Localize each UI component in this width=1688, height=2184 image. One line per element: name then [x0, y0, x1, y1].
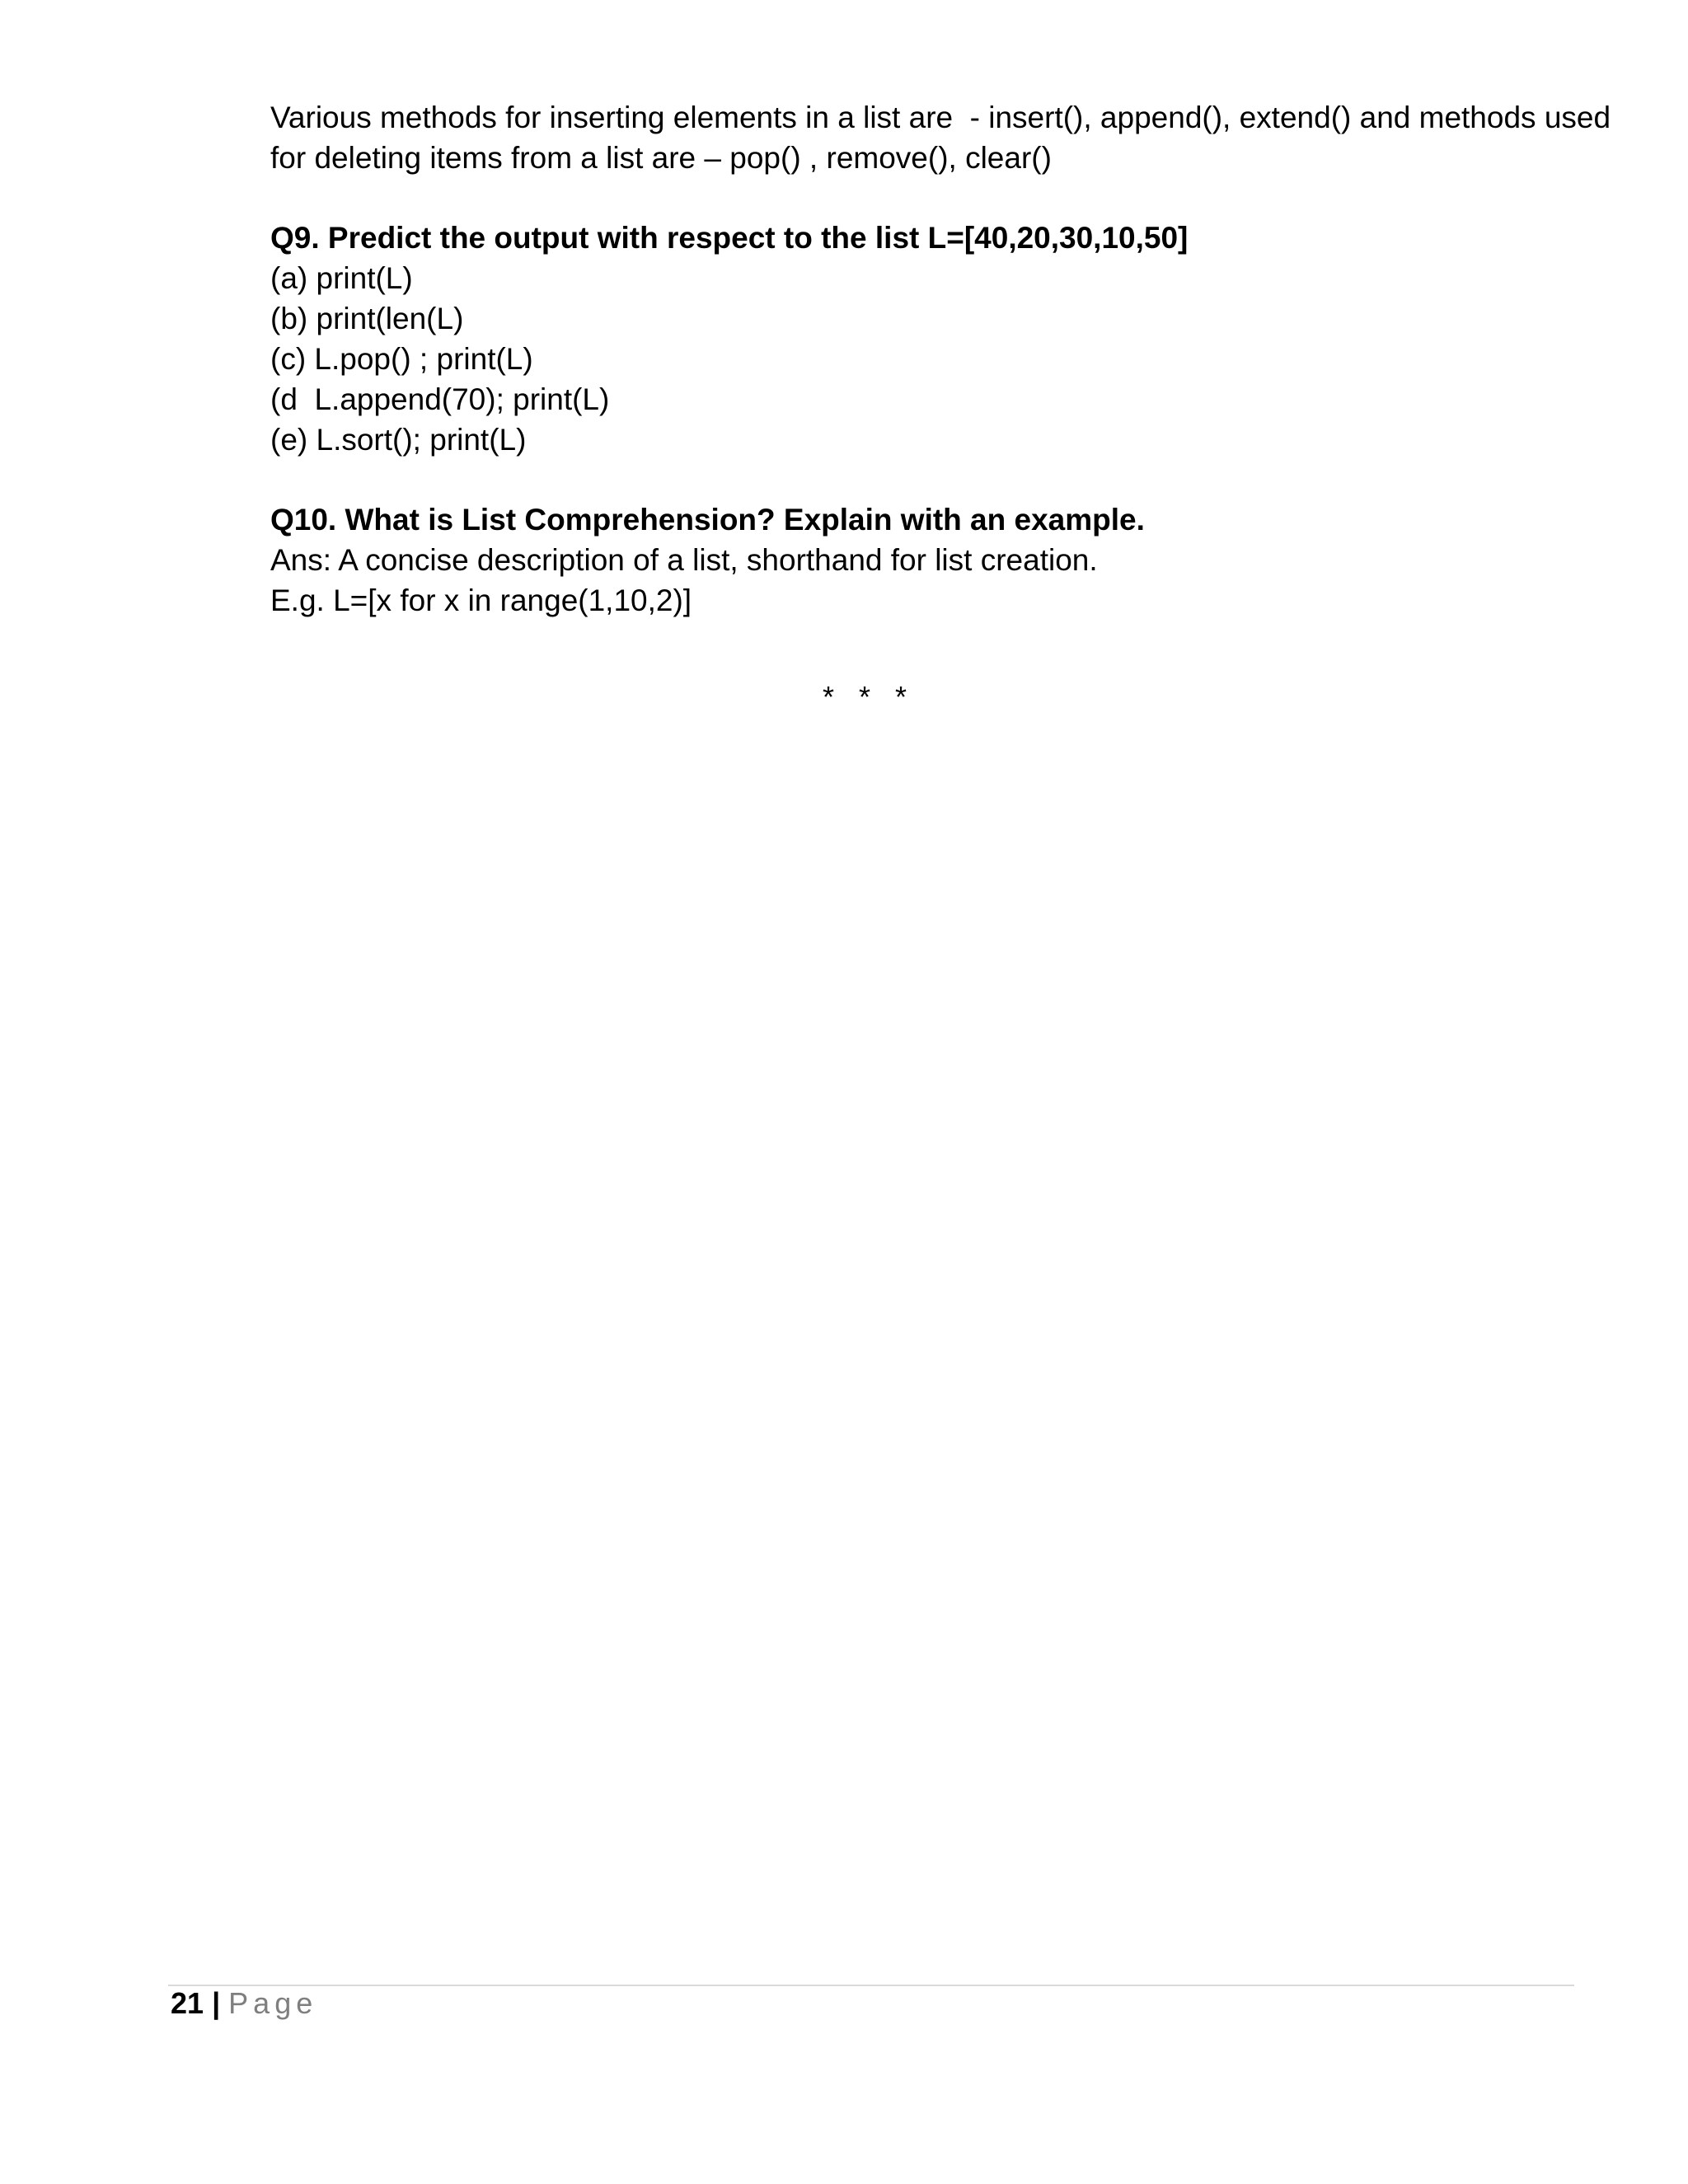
- q9-option-d: (d L.append(70); print(L): [270, 382, 610, 416]
- section-separator: * * *: [822, 680, 916, 714]
- footer-divider: |: [212, 1986, 221, 2020]
- q9-option-a: (a) print(L): [270, 261, 413, 295]
- page-content: [270, 97, 1611, 621]
- q10-question: Q10. What is List Comprehension? Explain with an example.: [270, 503, 1145, 537]
- q9-option-b: (b) print(len(L): [270, 302, 464, 335]
- intro-line-1: Various methods for inserting elements in a list are - insert(), append(), extend() and methods used: [270, 101, 1611, 134]
- page-label: Page: [228, 1986, 318, 2020]
- q9-option-e: (e) L.sort(); print(L): [270, 423, 527, 457]
- footer-rule: [168, 1985, 1574, 1986]
- q10-answer: Ans: A concise description of a list, shorthand for list creation.: [270, 543, 1098, 577]
- page-number: 21: [171, 1986, 204, 2020]
- q10-example: E.g. L=[x for x in range(1,10,2)]: [270, 583, 692, 617]
- page-footer: [171, 1983, 317, 2024]
- q9-option-c: (c) L.pop() ; print(L): [270, 342, 533, 376]
- q9-question: Q9. Predict the output with respect to the list L=[40,20,30,10,50]: [270, 221, 1189, 255]
- intro-line-2: for deleting items from a list are – pop() , remove(), clear(): [270, 141, 1052, 175]
